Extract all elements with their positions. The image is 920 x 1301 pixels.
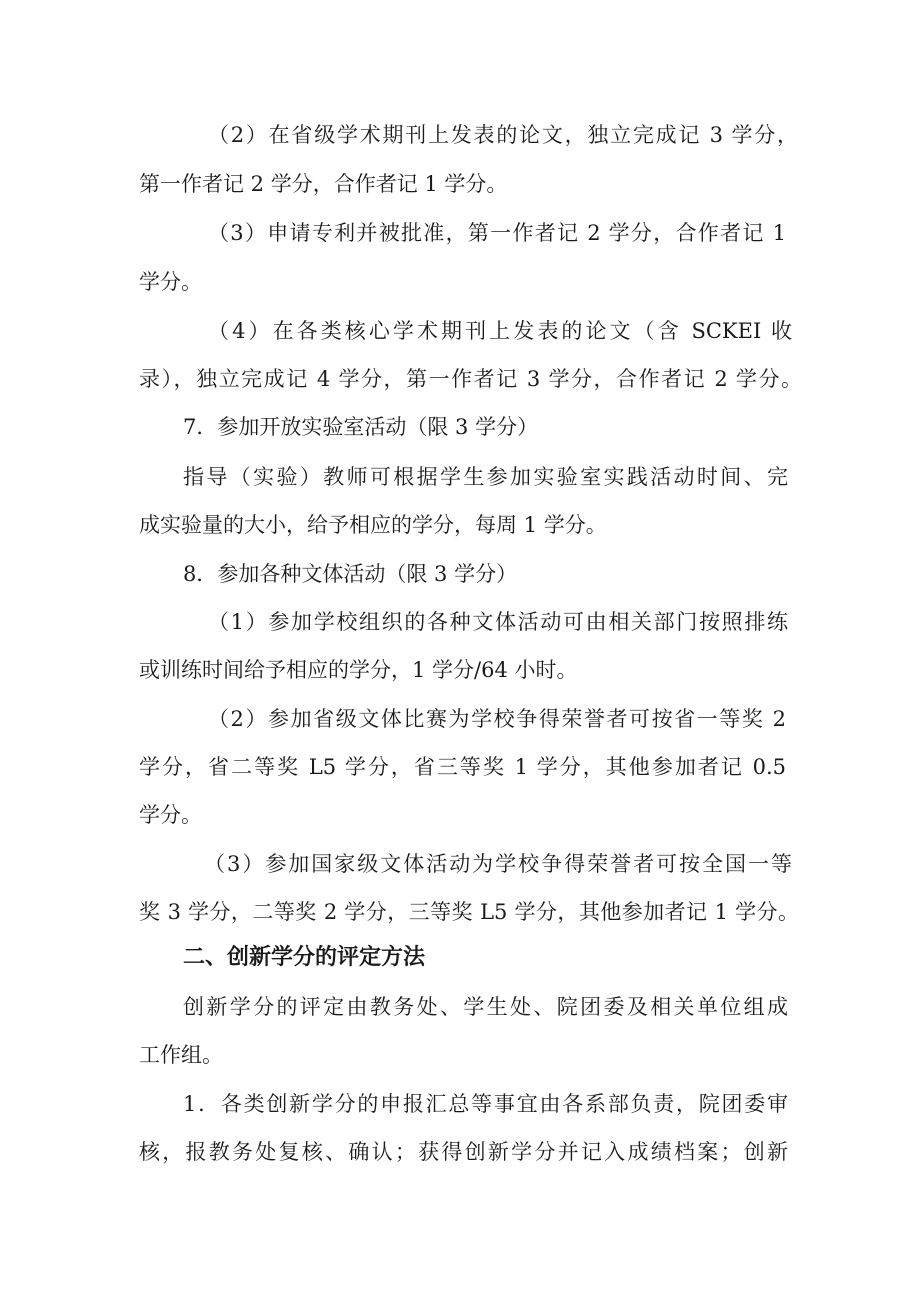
- para-3-line-1: （3）申请专利并被批准，第一作者记 2 学分，合作者记 1: [208, 221, 786, 245]
- section-7-title: 7．参加开放实验室活动（限 3 学分）: [183, 415, 539, 439]
- section-7-line-2: 成实验量的大小，给予相应的学分，每周 1 学分。: [139, 513, 607, 537]
- section-8-item-2-line-3: 学分。: [139, 803, 202, 827]
- para-4-line-1: （4）在各类核心学术期刊上发表的论文（含 SCKEI 收: [208, 319, 792, 343]
- section-heading-2: 二、创新学分的评定方法: [183, 945, 426, 970]
- section-8-item-1-line-1: （1）参加学校组织的各种文体活动可由相关部门按照排练: [208, 610, 788, 634]
- section-8-item-2-line-1: （2）参加省级文体比赛为学校争得荣誉者可按省一等奖 2: [208, 707, 786, 731]
- item-1-line-2: 核，报教务处复核、确认；获得创新学分并记入成绩档案；创新: [139, 1140, 788, 1164]
- item-1-line-1: 1．各类创新学分的申报汇总等事宜由各系部负责，院团委审: [183, 1092, 788, 1116]
- section-8-item-1-line-2: 或训练时间给予相应的学分，1 学分/64 小时。: [139, 658, 578, 682]
- para-3-line-2: 学分。: [139, 270, 202, 294]
- heading-2-para-line-1: 创新学分的评定由教务处、学生处、院团委及相关单位组成: [183, 995, 788, 1019]
- section-7-line-1: 指导（实验）教师可根据学生参加实验室实践活动时间、完: [183, 465, 788, 489]
- section-8-item-3-line-1: （3）参加国家级文体活动为学校争得荣誉者可按全国一等: [204, 852, 792, 876]
- section-8-item-2-line-2: 学分，省二等奖 L5 学分，省三等奖 1 学分，其他参加者记 0.5: [139, 755, 786, 779]
- para-2-line-1: （2）在省级学术期刊上发表的论文，独立完成记 3 学分，: [208, 123, 798, 147]
- para-2-line-2: 第一作者记 2 学分，合作者记 1 学分。: [139, 172, 508, 196]
- heading-2-para-line-2: 工作组。: [139, 1043, 223, 1067]
- section-8-title: 8．参加各种文体活动（限 3 学分）: [183, 562, 518, 586]
- para-4-line-2: 录），独立完成记 4 学分，第一作者记 3 学分，合作者记 2 学分。: [139, 367, 802, 391]
- section-8-item-3-line-2: 奖 3 学分，二等奖 2 学分，三等奖 L5 学分，其他参加者记 1 学分。: [139, 900, 799, 924]
